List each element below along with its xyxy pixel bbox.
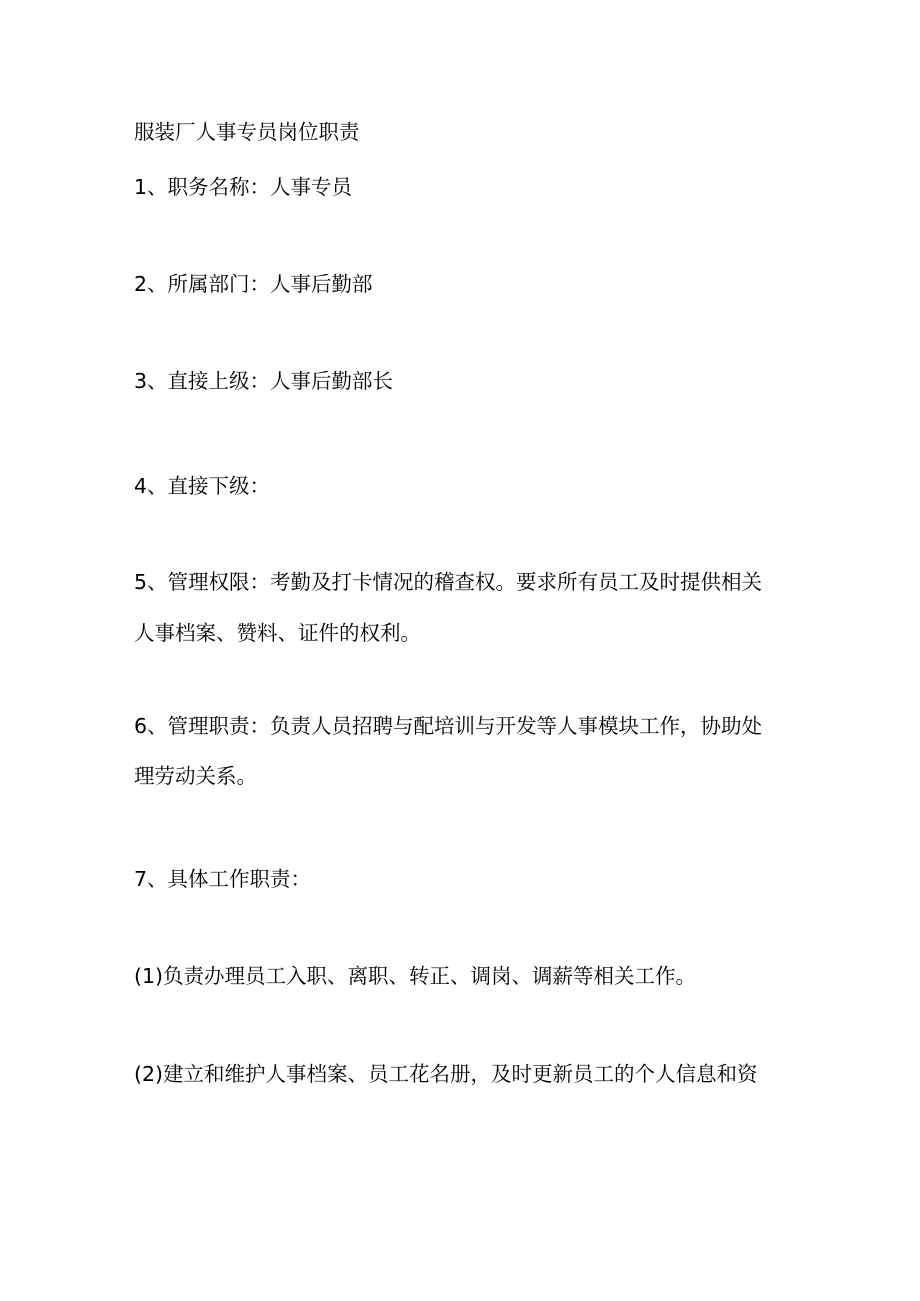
paragraph-responsibility-line-2: 理劳动关系。 xyxy=(134,764,257,788)
list-item-duty-1: (1)负责办理员工入职、离职、转正、调岗、调薪等相关工作。 xyxy=(134,964,697,988)
paragraph-specific-duties: 7、具体工作职责： xyxy=(134,867,312,891)
paragraph-direct-subordinate: 4、直接下级： xyxy=(134,474,271,498)
paragraph-job-title: 1、职务名称：人事专员 xyxy=(134,175,353,199)
paragraph-direct-superior: 3、直接上级：人事后勤部长 xyxy=(134,369,394,393)
list-item-duty-2: (2)建立和维护人事档案、员工花名册，及时更新员工的个人信息和资 xyxy=(134,1062,758,1086)
paragraph-responsibility-line-1: 6、管理职责：负责人员招聘与配培训与开发等人事模块工作，协助处 xyxy=(134,714,763,738)
paragraph-authority-line-2: 人事档案、赞料、证件的权利。 xyxy=(134,621,421,645)
paragraph-authority-line-1: 5、管理权限：考勤及打卡情况的稽查权。要求所有员工及时提供相关 xyxy=(134,570,763,594)
paragraph-department: 2、所属部门：人事后勤部 xyxy=(134,272,373,296)
document-title: 服装厂人事专员岗位职责 xyxy=(134,120,360,144)
